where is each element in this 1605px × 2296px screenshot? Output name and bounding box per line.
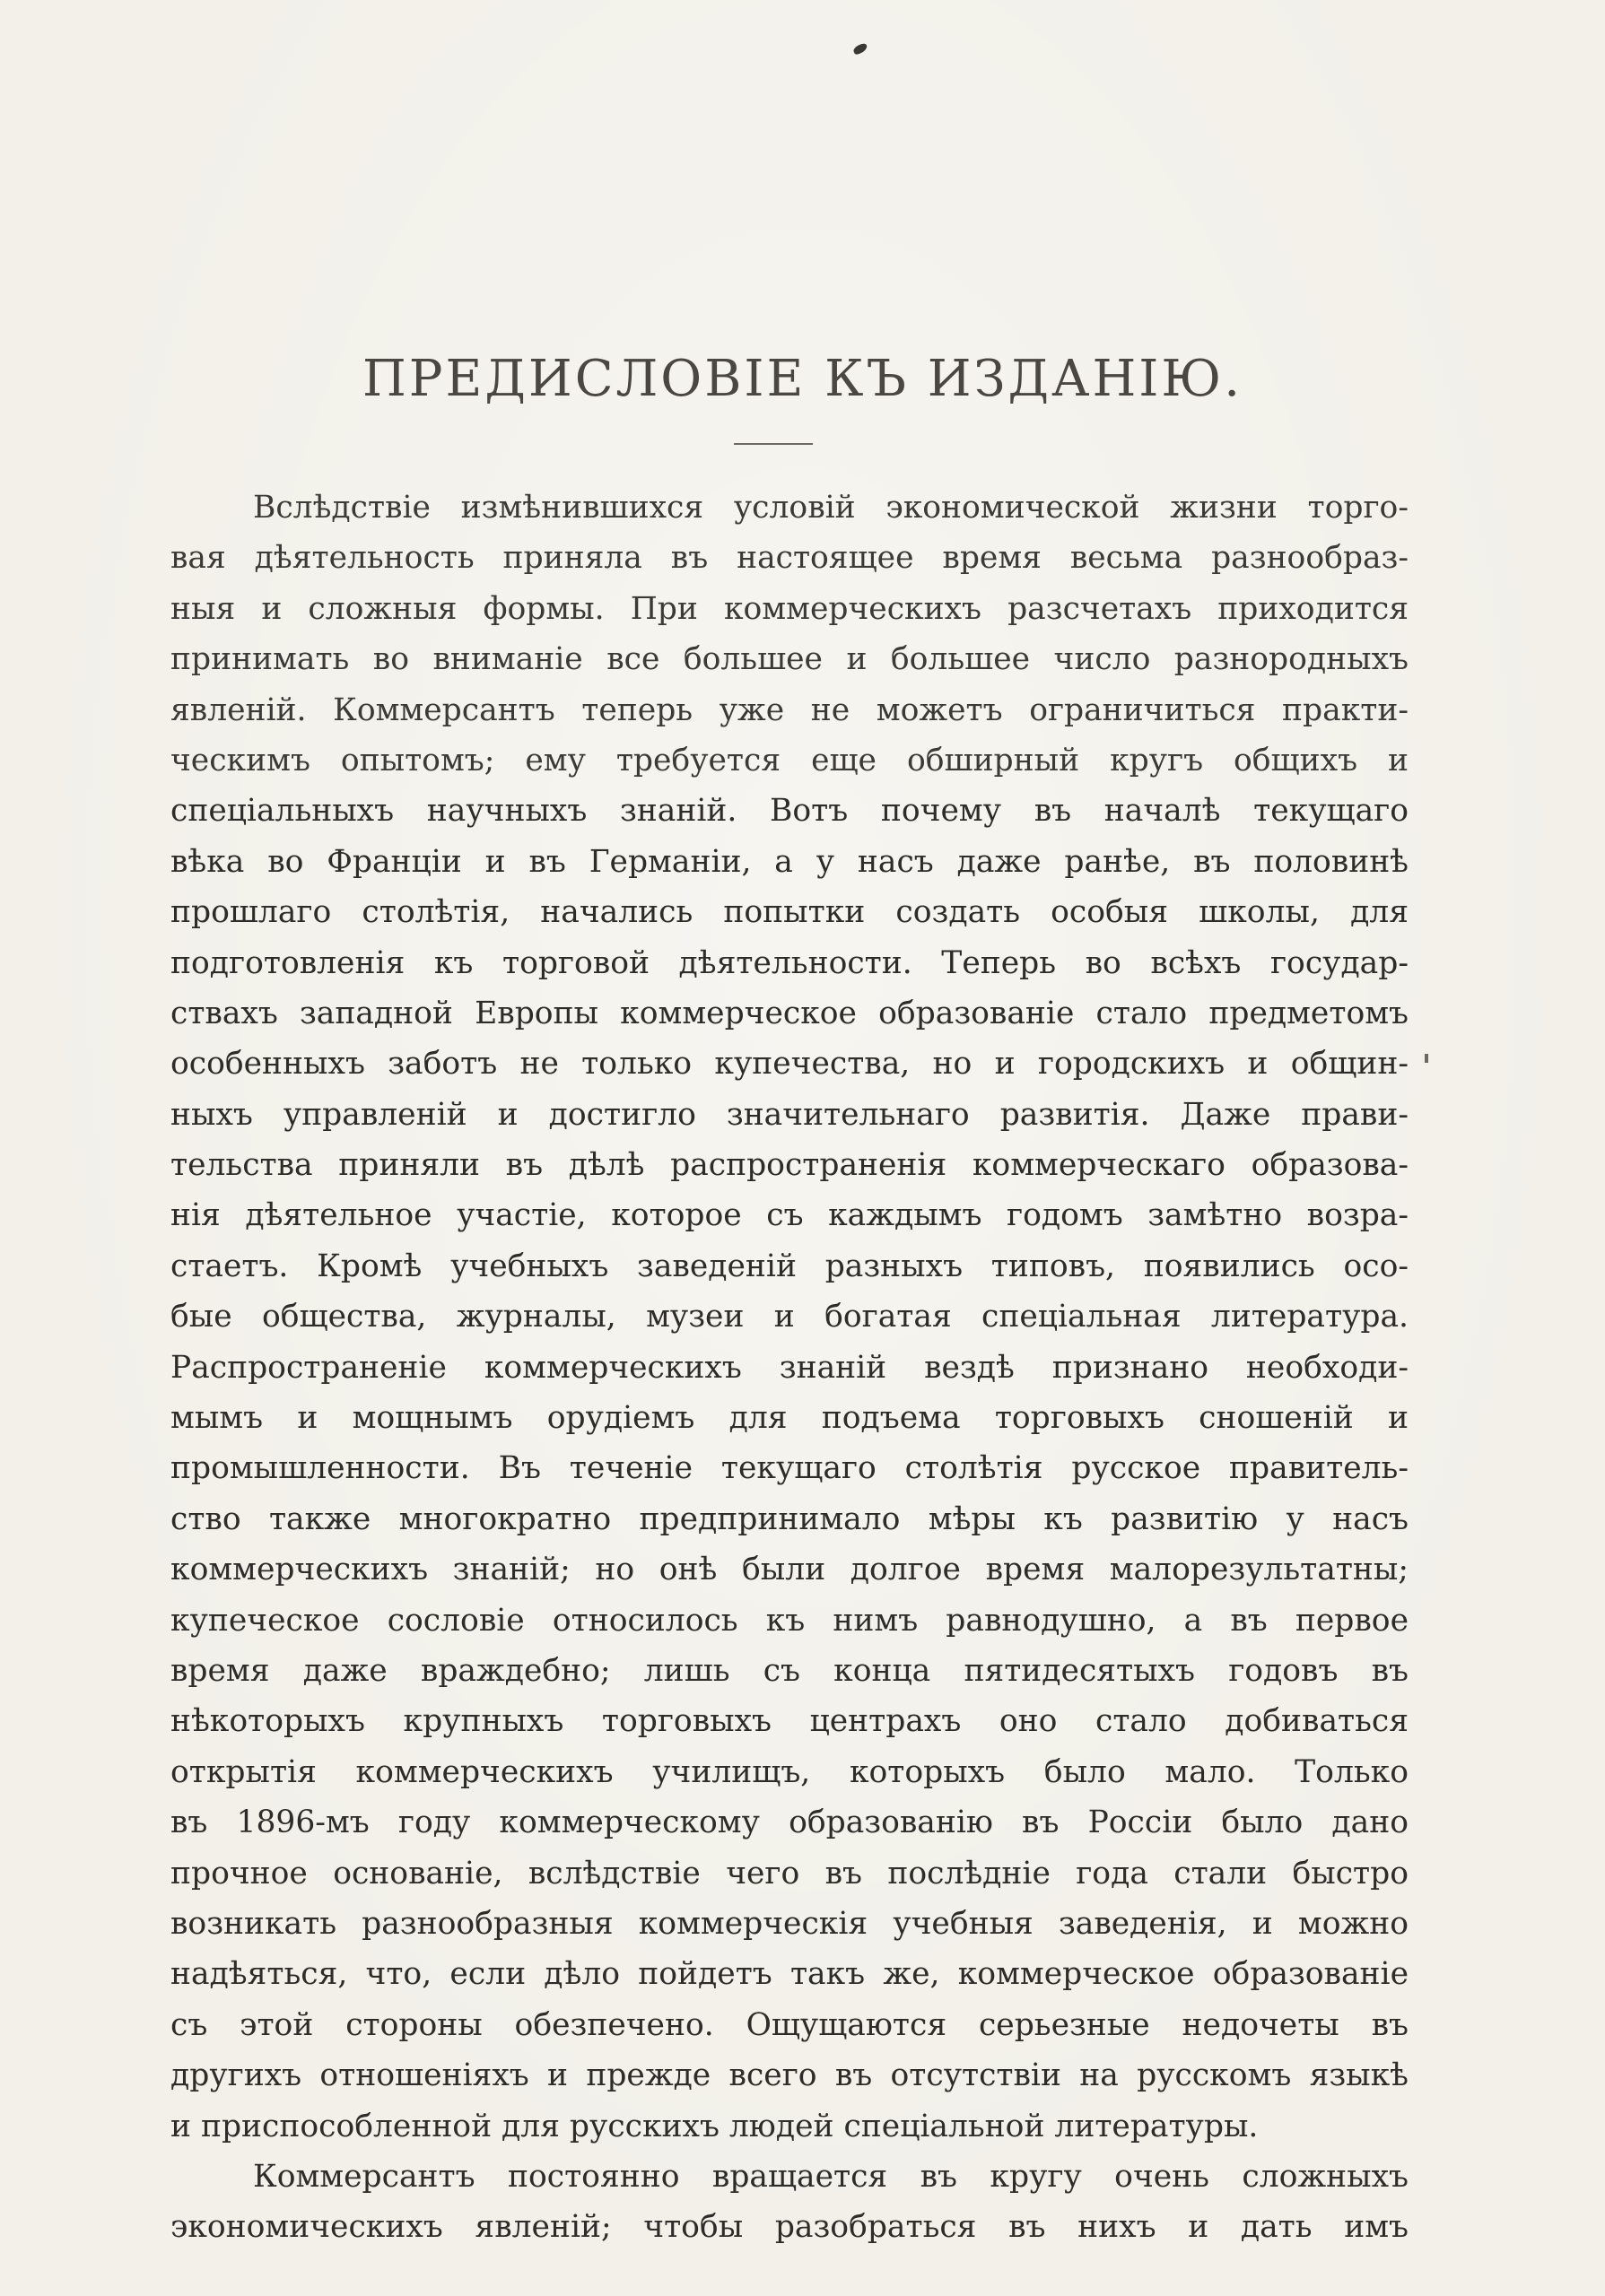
text-line: прочное основаніе, вслѣдствіе чего въ послѣдніе года стали быстро	[170, 1855, 1409, 1892]
text-line: подготовленія къ торговой дѣятельности. Теперь во всѣхъ государ-	[170, 944, 1409, 981]
text-line: коммерческихъ знаній; но онѣ были долгое время малорезультатны;	[170, 1552, 1409, 1588]
text-line: промышленности. Въ теченіе текущаго столѣтія русское правитель-	[170, 1450, 1409, 1487]
text-line: нія дѣятельное участіе, которое съ каждымъ годомъ замѣтно возра-	[170, 1197, 1409, 1234]
text-line: ныя и сложныя формы. При коммерческихъ разсчетахъ приходится	[170, 590, 1409, 627]
text-line: тельства приняли въ дѣлѣ распространенія коммерческаго образова-	[170, 1147, 1409, 1184]
text-line: экономическихъ явленій; чтобы разобраться въ нихъ и дать имъ	[170, 2209, 1409, 2246]
text-line: явленій. Коммерсантъ теперь уже не можетъ ограничиться практи-	[170, 691, 1409, 728]
text-line: особенныхъ заботъ не только купечества, но и городскихъ и общин-	[170, 1046, 1409, 1083]
text-line: возникать разнообразныя коммерческія учебныя заведенія, и можно	[170, 1905, 1409, 1942]
text-line: купеческое сословіе относилось къ нимъ равнодушно, а въ первое	[170, 1602, 1409, 1639]
text-line: ныхъ управленій и достигло значительнаго развитія. Даже прави-	[170, 1096, 1409, 1133]
text-line: надѣяться, что, если дѣло пойдетъ такъ же, коммерческое образованіе	[170, 1956, 1409, 1993]
preface-body	[170, 483, 1409, 2253]
margin-mark	[1425, 1054, 1428, 1063]
text-line: и приспособленной для русскихъ людей спеціальной литературы.	[170, 2108, 1259, 2144]
ink-mark	[852, 42, 868, 56]
text-line: стаетъ. Кромѣ учебныхъ заведеній разныхъ типовъ, появились осо-	[170, 1248, 1409, 1284]
text-line: открытія коммерческихъ училищъ, которыхъ было мало. Только	[170, 1753, 1409, 1790]
text-line: въ 1896-мъ году коммерческому образованію въ Россіи было дано	[170, 1805, 1409, 1841]
text-line: нѣкоторыхъ крупныхъ торговыхъ центрахъ оно стало добиваться	[170, 1703, 1409, 1740]
text-line: Вслѣдствіе измѣнившихся условій экономической жизни торго-	[253, 490, 1409, 526]
text-line: время даже враждебно; лишь съ конца пятидесятыхъ годовъ въ	[170, 1652, 1409, 1689]
text-line: спеціальныхъ научныхъ знаній. Вотъ почему въ началѣ текущаго	[170, 793, 1409, 830]
text-line: прошлаго столѣтія, начались попытки создать особыя школы, для	[170, 894, 1409, 931]
text-line: Распространеніе коммерческихъ знаній вездѣ признано необходи-	[170, 1349, 1409, 1386]
text-line: бые общества, журналы, музеи и богатая спеціальная литература.	[170, 1299, 1409, 1335]
page-title: ПРЕДИСЛОВІЕ КЪ ИЗДАНІЮ.	[362, 350, 1243, 408]
text-line: вѣка во Франціи и въ Германіи, а у насъ даже ранѣе, въ половинѣ	[170, 843, 1409, 880]
text-line: ство также многократно предпринимало мѣры къ развитію у насъ	[170, 1500, 1409, 1537]
text-line: ческимъ опытомъ; ему требуется еще обширный кругъ общихъ и	[170, 742, 1409, 778]
text-line: Коммерсантъ постоянно вращается въ кругу очень сложныхъ	[253, 2158, 1409, 2195]
text-line: принимать во вниманіе все большее и большее число разнородныхъ	[170, 641, 1409, 678]
text-line: другихъ отношеніяхъ и прежде всего въ отсутствіи на русскомъ языкѣ	[170, 2057, 1409, 2094]
title-divider	[734, 443, 813, 445]
text-line: вая дѣятельность приняла въ настоящее время весьма разнообраз-	[170, 540, 1409, 577]
text-line: съ этой стороны обезпечено. Ощущаются серьезные недочеты въ	[170, 2006, 1409, 2043]
text-line: мымъ и мощнымъ орудіемъ для подъема торговыхъ сношеній и	[170, 1400, 1409, 1437]
text-line: ствахъ западной Европы коммерческое образованіе стало предметомъ	[170, 995, 1409, 1031]
